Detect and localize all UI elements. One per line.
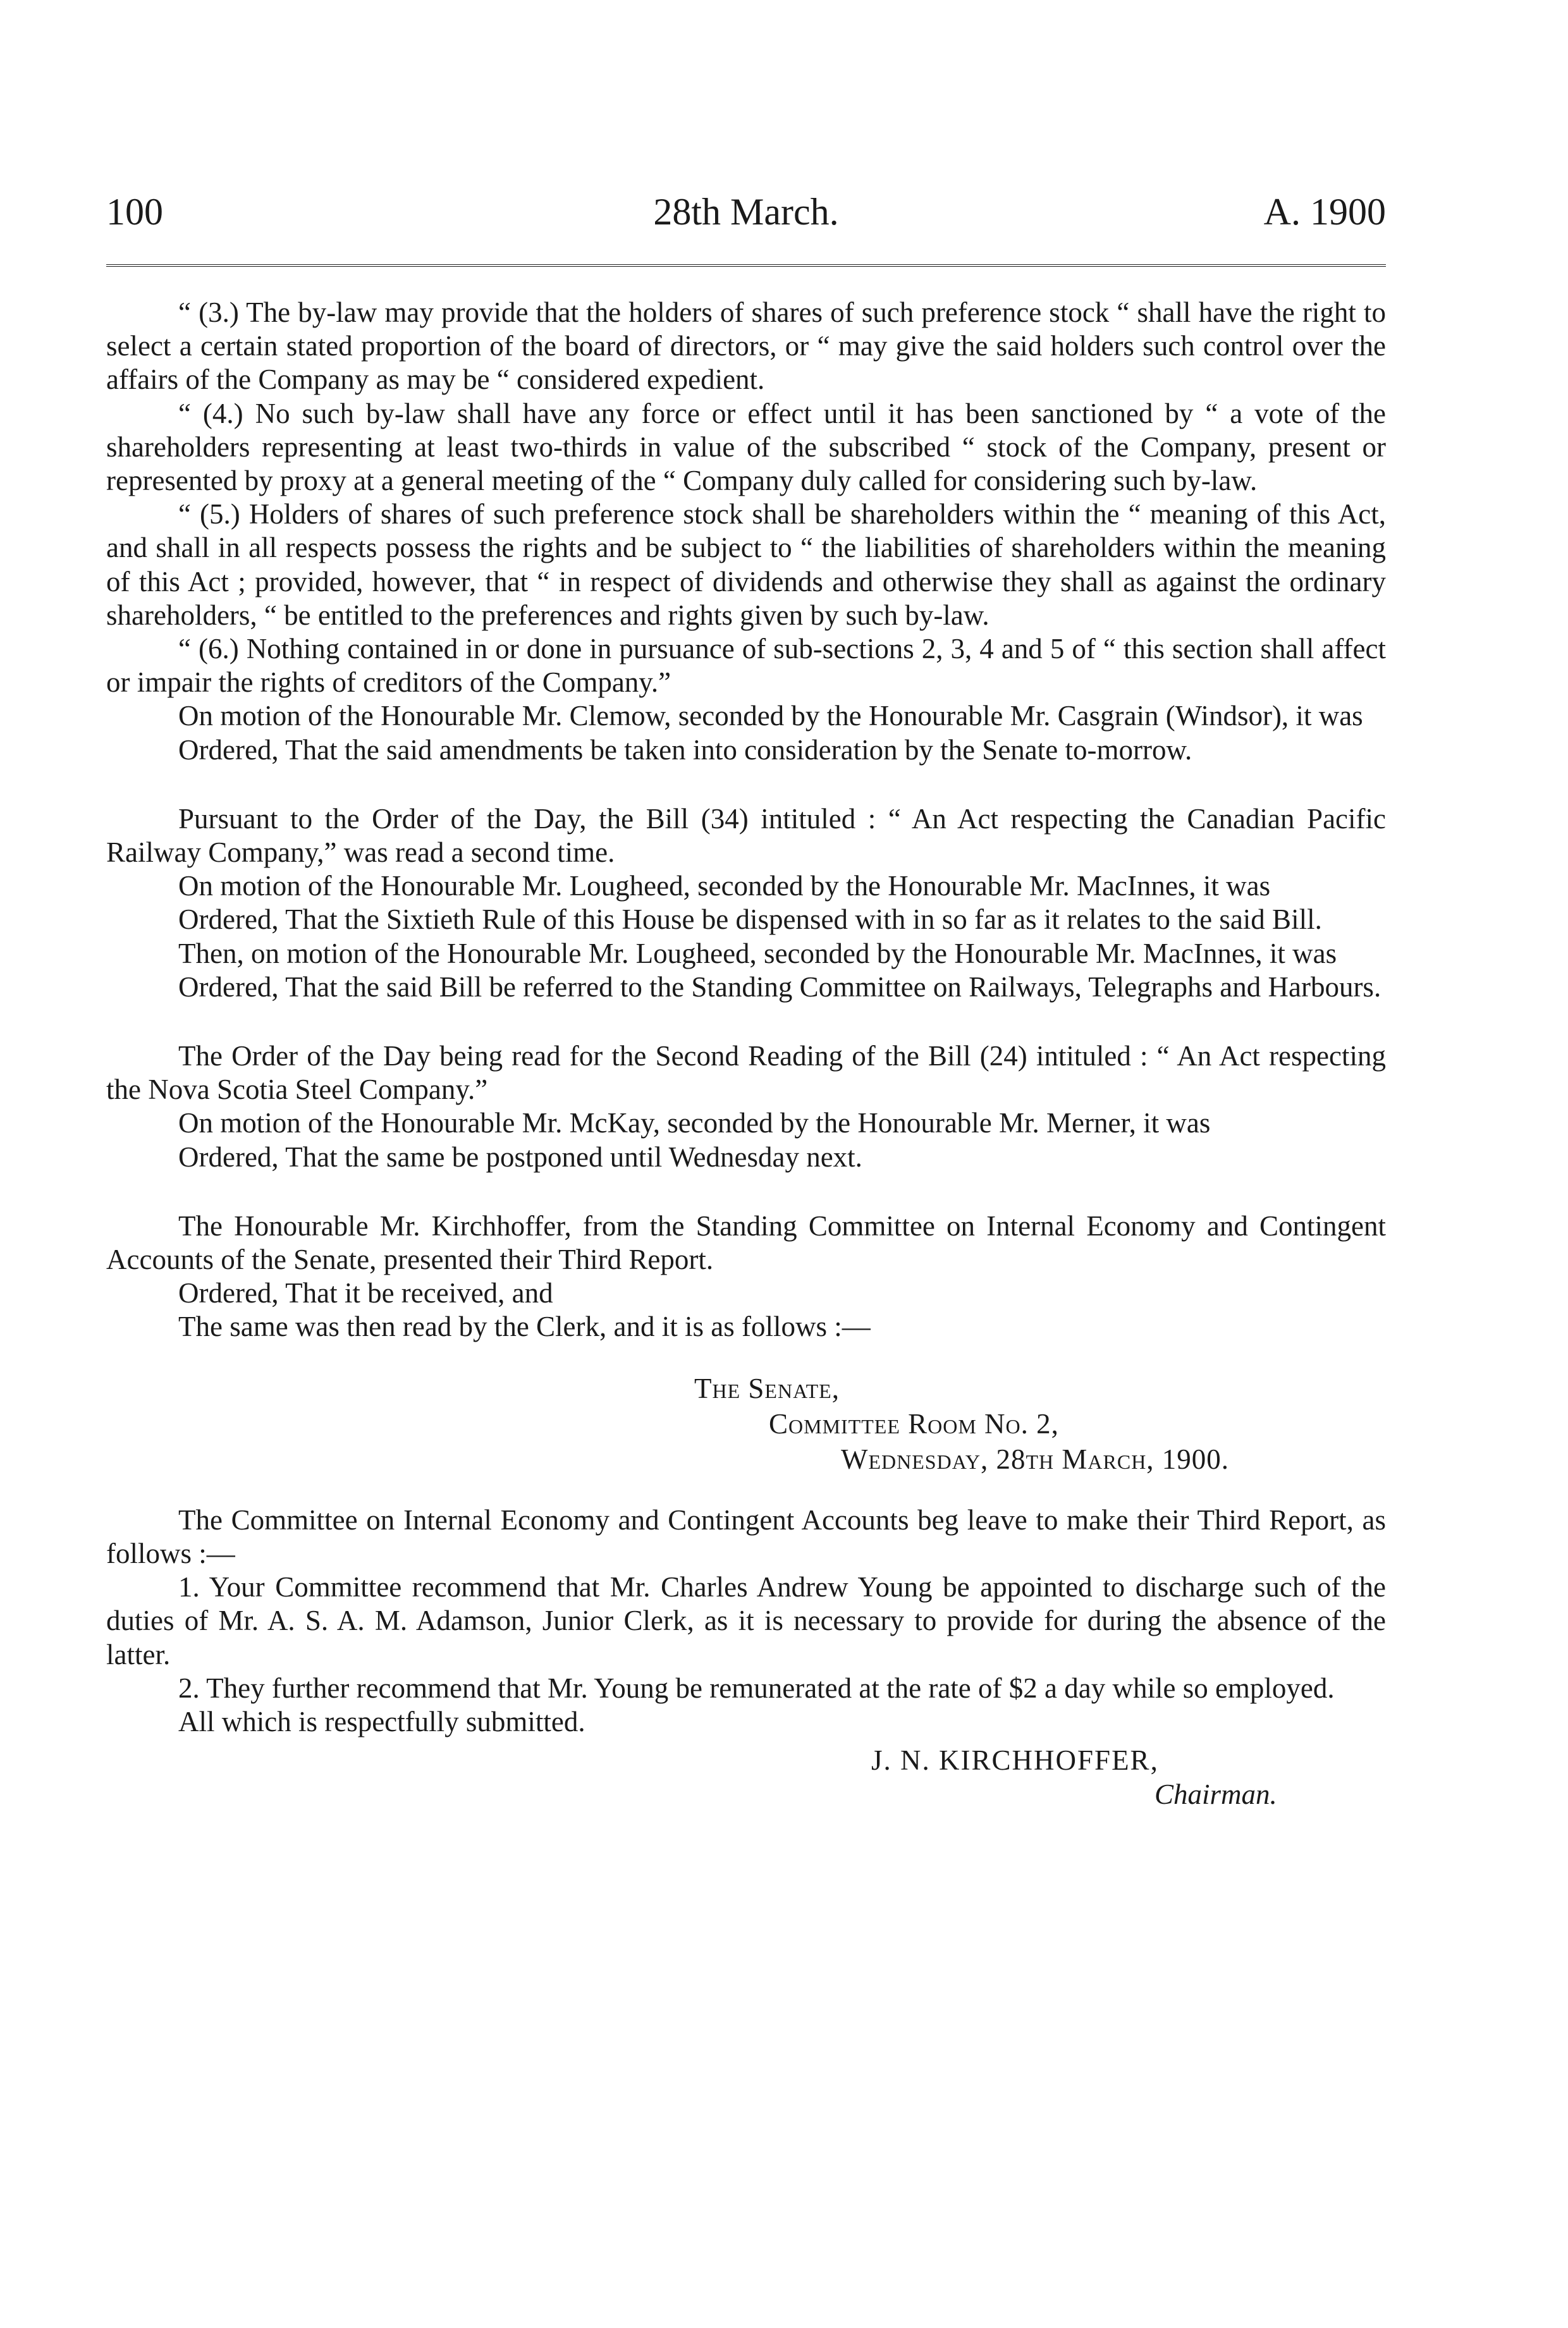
paragraph-report-intro: The Committee on Internal Economy and Contingent Accounts beg leave to make their Third Report, as follows :— (106, 1504, 1386, 1569)
paragraph-ordered-postponed: Ordered, That the same be postponed until Wednesday next. (178, 1141, 862, 1173)
report-header-senate: The Senate, (694, 1372, 840, 1404)
paragraph-read-by-clerk: The same was then read by the Clerk, and it is as follows :— (178, 1311, 871, 1343)
paragraph-kirchhoffer-report: The Honourable Mr. Kirchhoffer, from the Standing Committee on Internal Economy and Contingent Accounts of the Senate, presented their Third Report. (106, 1210, 1386, 1276)
section-gap (106, 767, 1386, 802)
paragraph-subsection-3: “ (3.) The by-law may provide that the holders of shares of such preference stock “ shall have the right to select a certain stated proportion of the board of directors, or “ may give the said holders such control over the affairs of the Company as may be “ considered expedient. (106, 297, 1386, 396)
report-header (694, 1371, 1386, 1477)
paragraph-report-item-1: 1. Your Committee recommend that Mr. Charles Andrew Young be appointed to discharge such of the duties of Mr. A. S. A. M. Adamson, Junior Clerk, as it is necessary to provide for during the absence of the latter. (106, 1571, 1386, 1670)
paragraph-motion-mckay: On motion of the Honourable Mr. McKay, seconded by the Honourable Mr. Merner, it was (178, 1107, 1211, 1139)
paragraph-bill-34: Pursuant to the Order of the Day, the Bill (34) intituled : “ An Act respecting the Canadian Pacific Railway Company,” was read a second time. (106, 802, 1386, 869)
paragraph-bill-24: The Order of the Day being read for the Second Reading of the Bill (24) intituled : “ An Act respecting the Nova Scotia Steel Company.” (106, 1040, 1386, 1106)
paragraph-subsection-4: “ (4.) No such by-law shall have any force or effect until it has been sanctioned by “ a vote of the shareholders representing at least two-thirds in value of the subscribed “ stock of the Company, present or represented by proxy at a general meeting of the “ Company duly called for considering such by-law. (106, 397, 1386, 497)
paragraph-motion-lougheed: On motion of the Honourable Mr. Lougheed, seconded by the Honourable Mr. MacInnes, it was (178, 870, 1271, 902)
section-gap (106, 1477, 1386, 1504)
page-date: 28th March. (653, 191, 839, 233)
paragraph-report-item-2: 2. They further recommend that Mr. Young be remunerated at the rate of $2 a day while so employed. (178, 1672, 1335, 1704)
section-gap (106, 1004, 1386, 1039)
report-header-room-text: Committee Room No. 2, (769, 1407, 1059, 1440)
paragraph-ordered-amendments: Ordered, That the said amendments be taken into consideration by the Senate to-morrow. (178, 733, 1192, 766)
paragraph-ordered-referred: Ordered, That the said Bill be referred to the Standing Committee on Railways, Telegraphs and Harbours. (178, 971, 1381, 1003)
paragraph-motion-clemow: On motion of the Honourable Mr. Clemow, seconded by the Honourable Mr. Casgrain (Windsor), it was (178, 700, 1363, 732)
paragraph-subsection-6: “ (6.) Nothing contained in or done in pursuance of sub-sections 2, 3, 4 and 5 of “ this section shall affect or impair the rights of creditors of the Company.” (106, 633, 1386, 699)
paragraph-subsection-5: “ (5.) Holders of shares of such preference stock shall be shareholders within the “ meaning of this Act, and shall in all respects possess the rights and be subject to “ the liabilities of shareholders within the meaning of this Act ; provided, however, that “ in respect of dividends and otherwise they shall as against the ordinary shareholders, “ be entitled to the preferences and rights given by such by-law. (106, 498, 1386, 631)
report-header-date-text: Wednesday, 28th March, 1900. (841, 1443, 1230, 1475)
header-rule (106, 264, 1386, 267)
page-number: 100 (106, 191, 163, 233)
report-header-date (694, 1442, 1386, 1477)
section-gap (106, 1174, 1386, 1210)
paragraph-ordered-sixtieth-rule: Ordered, That the Sixtieth Rule of this House be dispensed with in so far as it relates to the said Bill. (178, 904, 1322, 936)
report-header-room (694, 1406, 1386, 1442)
paragraph-submitted: All which is respectfully submitted. (178, 1705, 585, 1737)
signature-title: Chairman. (1155, 1779, 1277, 1811)
signature (106, 1739, 1386, 1815)
paragraph-ordered-received: Ordered, That it be received, and (178, 1277, 553, 1309)
journal-body (106, 296, 1386, 1815)
page-year: A. 1900 (1263, 191, 1386, 233)
signature-name: J. N. KIRCHHOFFER, (871, 1744, 1159, 1777)
paragraph-motion-lougheed-2: Then, on motion of the Honourable Mr. Lougheed, seconded by the Honourable Mr. MacInnes, it was (178, 937, 1337, 969)
section-gap (106, 1344, 1386, 1371)
page-header (106, 183, 1386, 240)
